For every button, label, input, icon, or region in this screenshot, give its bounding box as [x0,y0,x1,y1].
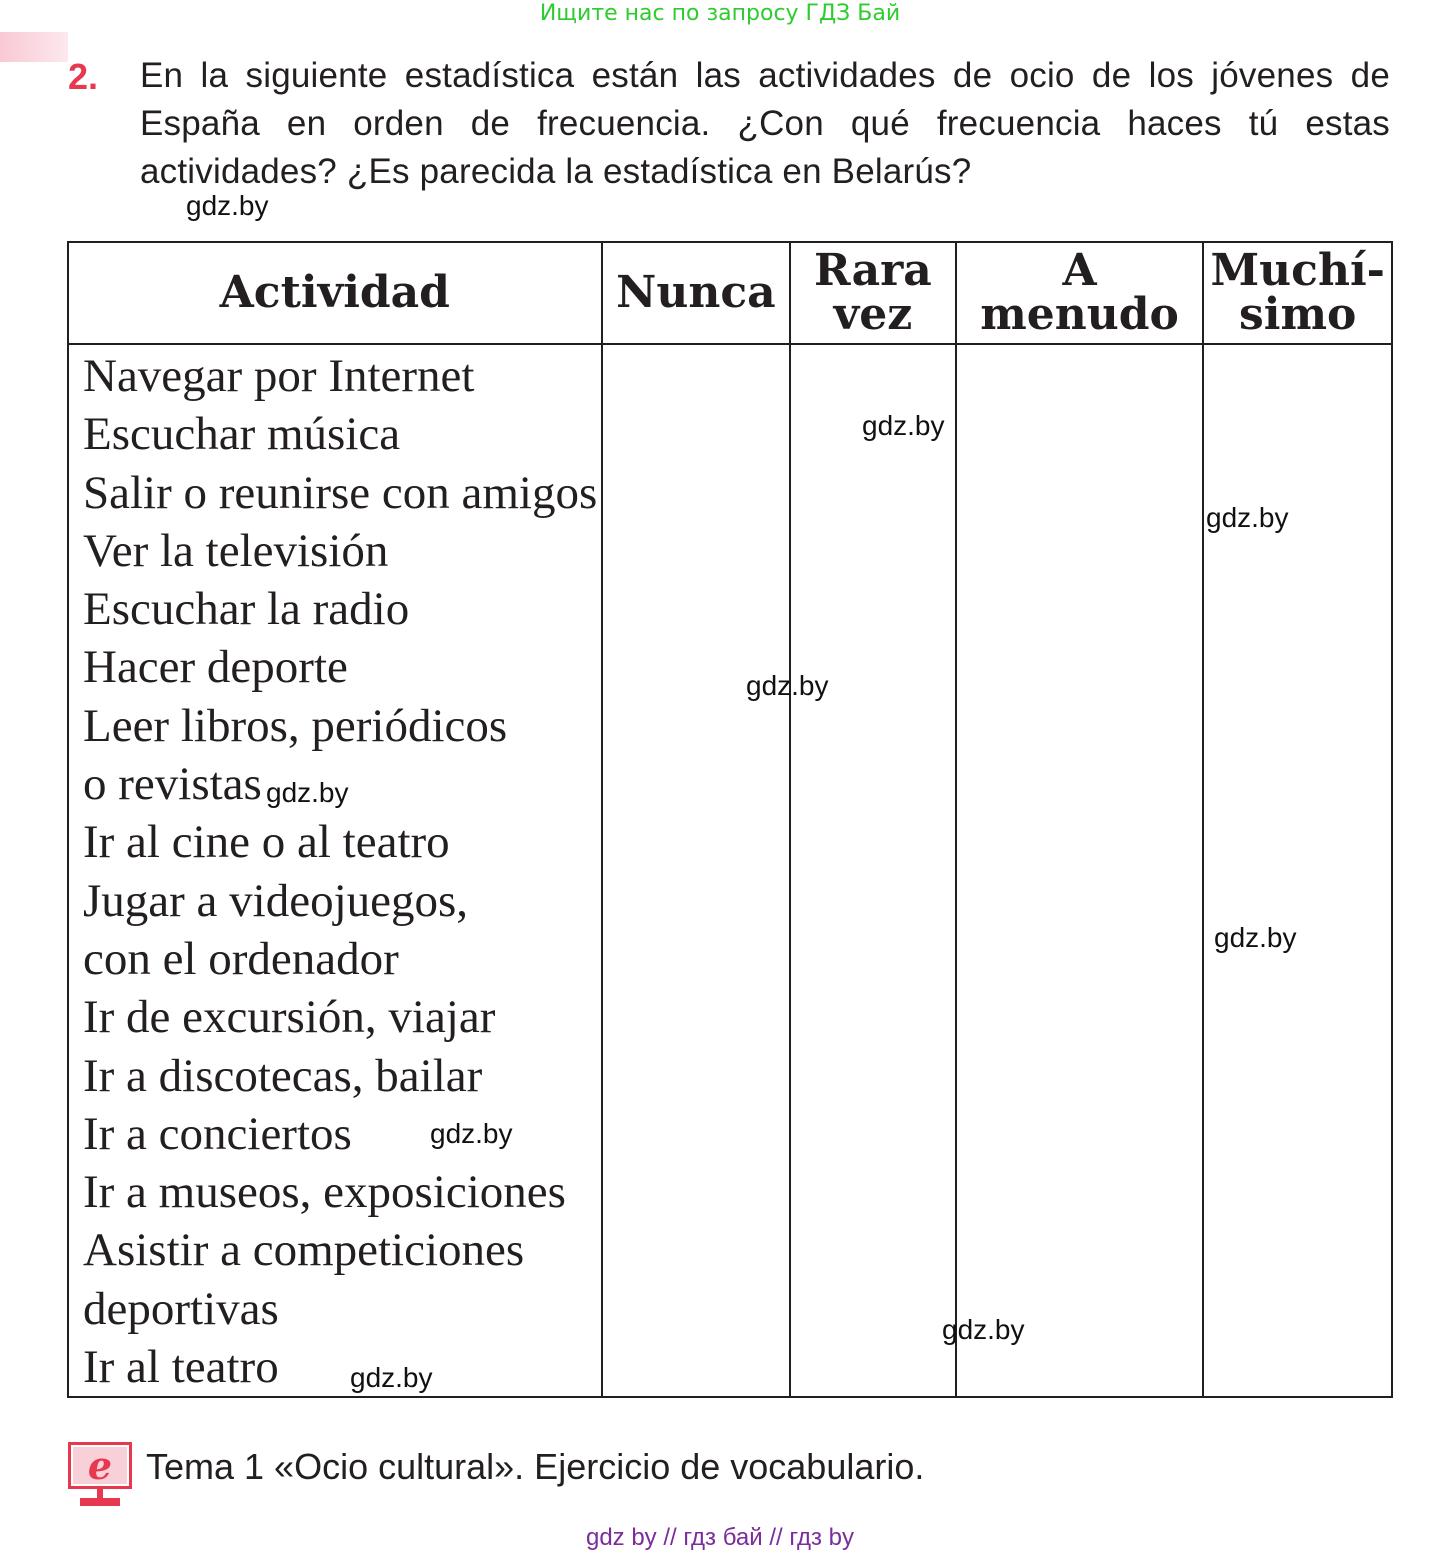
watermark: gdz.by [266,777,349,808]
watermark: gdz.by [1206,502,1289,533]
header-actividad: Actividad [68,242,602,344]
list-item: Ir de excursión, viajar [83,991,496,1044]
list-item: Escuchar la radio [83,583,410,636]
header-rara-vez [790,242,956,344]
header-a-menudo: A menudo [956,242,1204,344]
header-muchisimo-line1: Muchí- [1210,245,1385,296]
top-banner[interactable]: Ищите нас по запросу ГДЗ Бай [539,1,901,26]
watermark: gdz.by [862,410,945,441]
header-muchisimo [1203,242,1392,344]
nunca-answer-cell[interactable] [602,344,791,1397]
list-item: Ir a museos, exposiciones [83,1166,566,1219]
rara-vez-answer-cell[interactable] [790,344,956,1397]
e-resource-link[interactable]: Tema 1 «Ocio cultural». Ejercicio de vocabulario. [146,1446,925,1487]
list-item: Ir a conciertos [83,1107,352,1160]
page-tab-decoration [0,32,68,62]
list-item: o revistas [83,758,262,811]
list-item: Navegar por Internet [83,350,475,402]
list-item: Ir al teatro [83,1341,279,1394]
list-item: Ir al cine o al teatro [83,816,450,869]
exercise-instructions: En la siguiente estadística están las actividades de ocio de los jóvenes de España en orden de frecuencia. ¿Con qué frecuencia haces tú estas actividades? ¿Es parecida la estadística en Belarús? [140,56,1390,191]
activities-cell [68,344,602,1397]
e-letter: e [87,1443,113,1488]
table-header-row [68,242,1392,344]
activities-list [69,345,601,1396]
header-rara-vez-line2: vez [833,289,913,340]
list-item: Escuchar música [83,408,401,461]
watermark: gdz.by [350,1362,433,1393]
header-muchisimo-line2: simo [1239,289,1357,340]
header-rara-vez-line1: Rara [814,245,932,296]
watermark: gdz.by [430,1118,513,1149]
list-item: Jugar a videojuegos, [83,874,469,927]
activity-frequency-table [67,241,1393,1398]
list-item: Hacer deporte [83,641,348,694]
list-item: con el ordenador [83,932,399,985]
watermark: gdz.by [942,1314,1025,1345]
header-nunca: Nunca [602,242,791,344]
table-body-row [68,344,1392,1397]
list-item: Leer libros, periódicos [83,699,508,752]
footer-watermark: gdz by // гдз бай // гдз by [585,1524,855,1551]
list-item: Salir o reunirse con amigos [83,466,598,519]
a-menudo-answer-cell[interactable] [956,344,1204,1397]
exercise-number: 2. [68,56,99,97]
list-item: deportivas [83,1282,279,1335]
list-item: Ir a discotecas, bailar [83,1049,483,1102]
watermark: gdz.by [1214,922,1297,953]
e-resource-monitor-icon[interactable] [68,1442,132,1508]
list-item: Asistir a competiciones [83,1224,525,1277]
list-item: Ver la televisión [83,524,389,577]
watermark: gdz.by [186,190,269,221]
watermark: gdz.by [746,670,829,701]
